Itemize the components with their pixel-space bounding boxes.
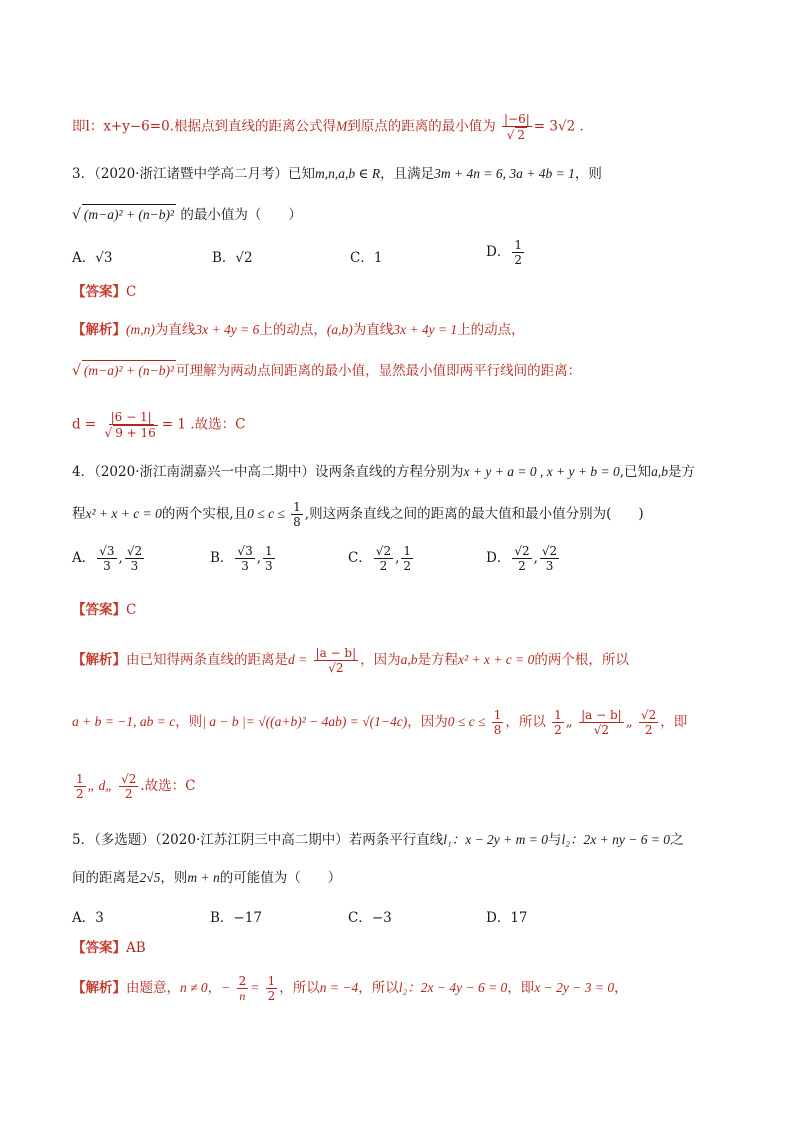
prev-conclusion [72, 112, 584, 142]
q3-analysis-2: √ (m−a)² + (n−b)² 可理解为两动点间距离的最小值，显然最小值即两平行线间的距离： [72, 360, 581, 381]
q3-answer: 【答案】C [72, 284, 137, 300]
q3-option-b: B．√2 [212, 250, 253, 266]
q3-stem: 3．（2020·浙江诸暨中学高二月考）已知m,n,a,b ∈ R，且满足3m + 4n = 6, 3a + 4b = 1，则 [72, 166, 602, 182]
q3-analysis-3: d = $\frac{|6 - 1|}{√ 9 + 16}$ = 1 .故选：C [72, 410, 246, 440]
q5-stem-1: 5．（多选题）（2020·江苏江阴三中高二期中）若两条平行直线l₁：x − 2y + m = 0与l₂：2x + ny − 6 = 0之 [72, 832, 684, 848]
q3-stem-expr: √ (m−a)² + (n−b)² 的最小值为（ ） [72, 204, 302, 225]
q5-stem-2: 间的距离是2√5，则m + n的可能值为（ ） [72, 870, 342, 886]
q4-analysis-3: $\frac{1}{2}$ „ d„ $\frac{√2}{2}$ .故选：C [76, 772, 196, 801]
q5-option-a: A．3 [72, 910, 104, 926]
q4-option-d: D． $\frac{√2}{2}$ , $\frac{√2}{3}$ [486, 544, 558, 573]
q4-option-a: A． $\frac{√3}{3}$ , $\frac{√2}{3}$ [72, 544, 143, 573]
q4-stem-1: 4．（2020·浙江南湖嘉兴一中高二期中）设两条直线的方程分别为x + y + a = 0 , x + y + b = 0,已知a,b是方 [72, 464, 695, 480]
q3-option-c: C．1 [350, 250, 383, 266]
q5-answer: 【答案】AB [72, 940, 146, 956]
q4-stem-2: 程x² + x + c = 0的两个实根,且0 ≤ c ≤ $\frac{1}{8}$ ,则这两条直线之间的距离的最大值和最小值分别为( ) [72, 500, 644, 529]
q4-analysis-1: 【解析】由已知得两条直线的距离是d = $\frac{|a - b|}{√2}$ ，因为a,b是方程x² + x + c = 0的两个根，所以 [72, 646, 629, 675]
q4-analysis-2: a + b = −1, ab = c，则| a − b |= √((a+b)² − 4ab) = √(1−4c)，因为0 ≤ c ≤ $\frac{1}{8}$ ，所以 $\frac{1}{2}$ „ $\frac{|a - b|}{√2}$ „ $\frac{√2}{2}$ ，即 [72, 708, 688, 737]
prev-fraction: $\frac{|-6|}{√ 2}$ [504, 112, 530, 142]
q5-option-d: D．17 [486, 910, 528, 926]
q4-option-c: C． $\frac{√2}{2}$ , $\frac{1}{2}$ [348, 544, 412, 573]
q4-option-b: B． $\frac{√3}{3}$ , $\frac{1}{3}$ [210, 544, 273, 573]
q5-analysis-1: 【解析】由题意，n ≠ 0，− $\frac{2}{n}$ = $\frac{1}{2}$ ，所以n = −4，所以l₂：2x − 4y − 6 = 0，即x − 2y − 3 = 0， [72, 974, 628, 1003]
q5-option-c: C．−3 [348, 910, 392, 926]
prev-text-b: 到原点的距离的最小值为 [347, 118, 496, 135]
q5-option-b: B．−17 [210, 910, 262, 926]
prev-m-var: M [335, 118, 348, 134]
q3-analysis-1: 【解析】(m,n)为直线3x + 4y = 6上的动点，(a,b)为直线3x + 4y = 1上的动点， [72, 322, 525, 338]
prev-result: = 3√2 . [533, 118, 584, 135]
q3-option-d: D． $\frac{1}{2}$ [486, 238, 522, 267]
q4-answer: 【答案】C [72, 602, 137, 618]
q3-option-a: A．√3 [72, 250, 113, 266]
prev-text-a: 即l：x+y−6=0.根据点到直线的距离公式得 [72, 118, 336, 135]
